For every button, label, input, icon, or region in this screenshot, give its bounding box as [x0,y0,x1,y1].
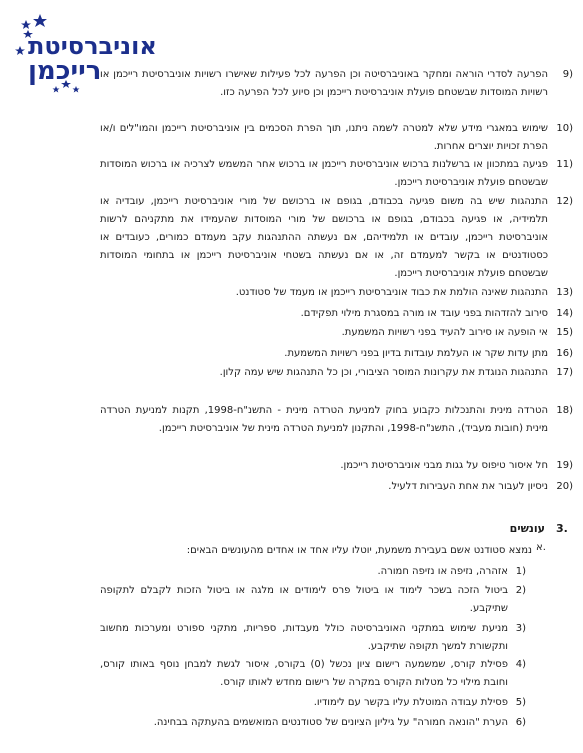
item-number: 13) [556,287,573,298]
punishment-item: ביטול הזכה בשכר לימוד או ביטול פרס לימודים או מלגה או ביטול הזכות לקבלם לתקופה שתיקבע. [100,585,508,614]
logo-text-reichman: רייכמן [28,56,102,86]
punishment-item: פסילת עבודה המוטלת עליו בקשר עם לימודיו. [313,697,508,708]
item-number: 11) [556,159,573,170]
sub-section-letter: א. [536,542,546,553]
item-number: 16) [556,348,573,359]
punishment-number: 4) [515,659,526,670]
section-number: 3. [556,522,568,535]
list-item: הטרדה מינית והתנכלות כקבוע בחוק למניעת הטרדה מינית - התשנ"ח-1998, תקנות למניעת הטרדה מינית (חובות מעביד), התשנ"ח-1998, והתקנון למניעת הטרדה מינית של אוניברסיטת רייכמן. [100,405,548,434]
list-item: ניסיון לעבור את אחת העבירות דלעיל. [388,481,548,492]
item-number: 20) [556,481,573,492]
punishment-item: פסילת קורס, שמשמעה רישום ציון נכשל (0) בקורס, איסור לגשת למבחן נוסף באותו קורס, וחובת מילוי כל מטלות הקורס במקרה של רישום מחדש לאותו קורס. [100,659,508,688]
list-item: שימוש במאגרי מידע שלא למטרה לשמה ניתנו, תוך הפרת הסכמים בין אוניברסיטת רייכמן והמו"לים ו/או הפרת זכויות יוצרים אחרות. [100,123,548,152]
item-number: 19) [556,460,573,471]
item-number: 9) [562,69,573,80]
item-number: 18) [556,405,573,416]
list-item: התנהגות הנוגדת את עקרונות המוסר הציבורי, וכן כל התנהגות שיש עמה קלון. [219,367,548,378]
item-number: 10) [556,123,573,134]
list-item: אי הופעה או סירוב להעיד בפני רשויות המשמעת. [341,327,548,338]
punishment-number: 1) [515,566,526,577]
item-number: 12) [556,196,573,207]
list-item: פגיעה במתכוון או ברשלנות ברכוש אוניברסיטת רייכמן או ברכוש אחר המשמש לצרכיה או ברכוש המוסדות שבשטחם פועלת אוניברסיטת רייכמן. [100,159,548,188]
logo-text-university: אוניברסיטת [28,32,157,60]
punishment-item: הערת "הונאה חמורה" על גיליון הציונים של סטודנטים המואשמים בהעתקה בבחינה. [153,717,508,728]
punishment-number: 3) [515,623,526,634]
punishment-item: מניעת שימוש במתקני האוניברסיטה כולל מעבדות, ספריות, מתקני ספורט ומערכות מחשוב ותקשורת למשך תקופה שתיקבע. [100,623,508,652]
punishment-number: 5) [515,697,526,708]
item-number: 17) [556,367,573,378]
punishment-number: 2) [515,585,526,596]
punishment-number: 6) [515,717,526,728]
section-title: עונשים [509,522,545,535]
list-item: סירוב להזדהות בפני עובד או מורה במסגרת מילוי תפקידם. [300,308,548,319]
list-item: חל איסור טיפוס על גגות מבני אוניברסיטת רייכמן. [340,460,548,471]
punishment-item: אזהרה, נזיפה או נזיפה חמורה. [377,566,508,577]
item-number: 15) [556,327,573,338]
list-item: הפרעה לסדרי הוראה ומחקר באוניברסיטה וכן הפרעה לכל פעילות שאישרו רשויות אוניברסיטת רייכמן או רשויות המוסדות שבשטחם פועלת אוניברסיטת רייכמן וכן סיוע לכל הפרעה כזו. [100,69,548,98]
list-item: מתן עדות שקר או העלמת עובדות בדיון בפני רשויות המשמעת. [284,348,548,359]
sub-section-intro: נמצא סטודנט אשם בעבירת משמעת, יוטלו עליו אחד או אחדים מהעונשים הבאים: [186,545,532,556]
list-item: התנהגות שיש בה משום פגיעה בכבודם, בגופם או ברכושם של מורי אוניברסיטת רייכמן, עובדיה או תלמידיה, או פגיעה בכבודם, בגופם או ברכושם של מורי המוסדות שהעמידו את מתקניהם לרשות אוניברסיטת רייכמן, עובדים או תלמידיהם, אם נעשתה ההתנהגות עקב מעמדם כמורים, כעובדים או כסטודנטים או בקשר למעמדם זה, או אם נעשתה בשטחי אוניברסיטת רייכמן או בתחומי המוסדות שבשטחם פועלת אוניברסיטת רייכמן. [100,196,548,279]
item-number: 14) [556,308,573,319]
list-item: התנהגות שאינה הולמת את כבוד אוניברסיטת רייכמן או מעמד של סטודנט. [235,287,548,298]
